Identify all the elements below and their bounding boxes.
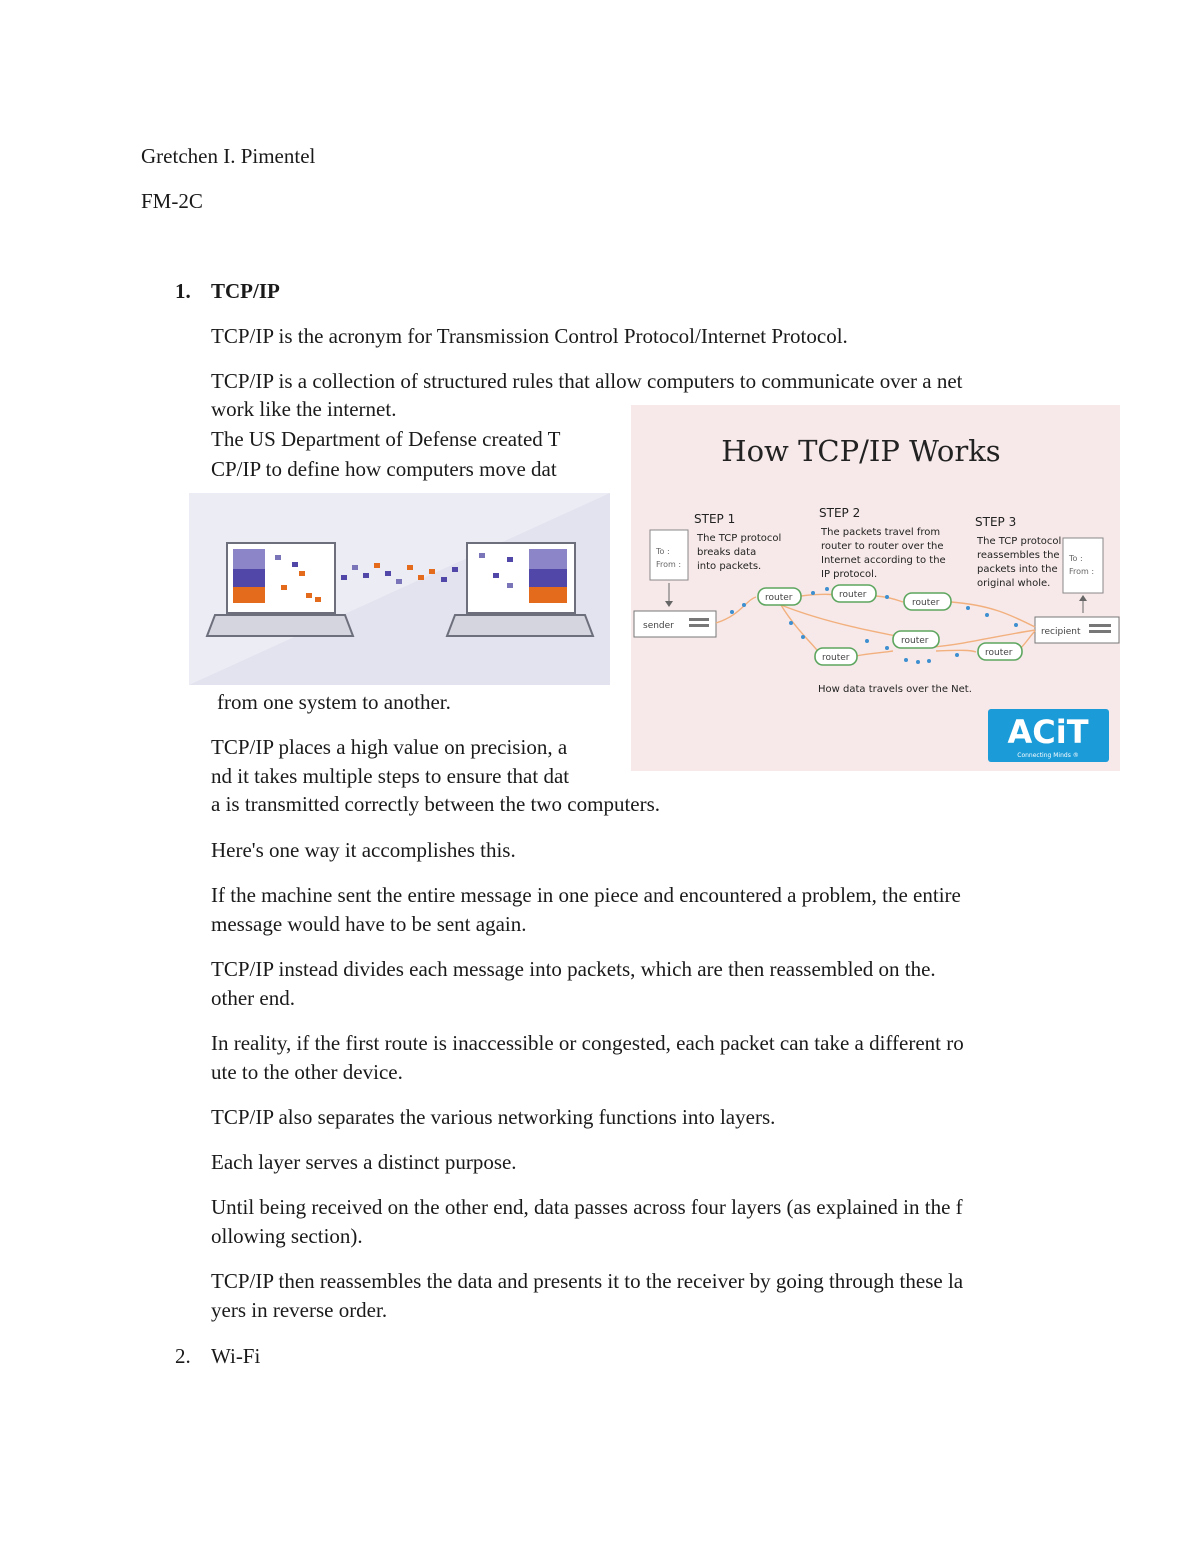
section-code: FM-2C — [141, 189, 203, 213]
paragraph-line: TCP/IP is a collection of structured rules that allow computers to communicate over a net — [211, 369, 963, 393]
paragraph-line: nd it takes multiple steps to ensure that dat — [211, 764, 570, 788]
step1-text: into packets. — [697, 561, 762, 572]
list-number: 1. — [175, 279, 191, 303]
step3-label: STEP 3 — [975, 515, 1017, 529]
paragraph-line: from one system to another. — [217, 690, 451, 714]
paragraph-line: TCP/IP then reassembles the data and presents it to the receiver by going through these la — [211, 1269, 964, 1293]
svg-text:From :: From : — [1069, 567, 1095, 576]
step1-text: breaks data — [697, 547, 757, 558]
svg-text:Connecting Minds ®: Connecting Minds ® — [1017, 752, 1079, 759]
paragraph-line: If the machine sent the entire message in one piece and encountered a problem, the entire — [211, 883, 961, 907]
step2-text: The packets travel from — [821, 527, 941, 538]
router-icon — [832, 585, 876, 602]
paragraph-line: TCP/IP places a high value on precision, a — [211, 735, 568, 759]
paragraph-line: CP/IP to define how computers move dat — [211, 457, 557, 481]
paragraph-line: Until being received on the other end, data passes across four layers (as explained in the f — [211, 1195, 963, 1219]
router-icon — [904, 593, 951, 610]
svg-text:From :: From : — [656, 560, 682, 569]
router-icon — [815, 648, 857, 665]
section-heading: TCP/IP — [211, 279, 280, 303]
how-tcpip-works-diagram — [631, 405, 1120, 771]
svg-text:To :: To : — [1069, 554, 1083, 563]
paragraph-line: TCP/IP also separates the various networking functions into layers. — [211, 1105, 776, 1129]
step3-text: original whole. — [977, 578, 1051, 589]
paragraph-line: Here's one way it accomplishes this. — [211, 838, 516, 862]
acit-logo — [988, 709, 1109, 762]
paragraph-line: Each layer serves a distinct purpose. — [211, 1150, 517, 1174]
right-laptop-icon — [447, 543, 593, 636]
svg-text:sender: sender — [643, 621, 674, 631]
svg-text:router: router — [765, 593, 793, 603]
step3-text: packets into the — [977, 564, 1058, 575]
svg-text:router: router — [901, 636, 929, 646]
paragraph-line: work like the internet. — [211, 397, 397, 421]
svg-text:router: router — [839, 590, 867, 600]
router-icon — [978, 643, 1022, 660]
paragraph-line: other end. — [211, 986, 295, 1010]
paragraph-line: The US Department of Defense created T — [211, 427, 561, 451]
step3-text: The TCP protocol — [977, 536, 1062, 547]
paragraph-line: yers in reverse order. — [211, 1298, 388, 1322]
step2-text: router to router over the — [821, 541, 944, 552]
step1-text: The TCP protocol — [697, 533, 782, 544]
step2-text: Internet according to the — [821, 555, 946, 566]
paragraph-line: ollowing section). — [211, 1224, 363, 1248]
paragraph-line: TCP/IP is the acronym for Transmission Control Protocol/Internet Protocol. — [211, 324, 848, 348]
router-icon — [758, 588, 801, 605]
svg-text:ACiT: ACiT — [1007, 713, 1089, 751]
router-icon — [893, 631, 939, 648]
paragraph-line: a is transmitted correctly between the two computers. — [211, 792, 661, 816]
step1-label: STEP 1 — [694, 512, 736, 526]
step2-text: IP protocol. — [821, 569, 878, 580]
svg-text:router: router — [912, 598, 940, 608]
author-name: Gretchen I. Pimentel — [141, 144, 316, 168]
paragraph-line: In reality, if the first route is inaccessible or congested, each packet can take a different ro — [211, 1031, 964, 1055]
diagram-title: How TCP/IP Works — [721, 434, 1001, 468]
step3-text: reassembles the — [977, 550, 1060, 561]
left-laptop-icon — [207, 543, 353, 636]
svg-text:To :: To : — [656, 547, 670, 556]
recipient-computer-icon — [1035, 617, 1119, 643]
packet-puzzle-illustration — [189, 493, 610, 685]
paragraph-line: ute to the other device. — [211, 1060, 403, 1084]
paragraph-line: TCP/IP instead divides each message into packets, which are then reassembled on the. — [211, 957, 936, 981]
svg-text:router: router — [985, 648, 1013, 658]
step2-label: STEP 2 — [819, 506, 861, 520]
diagram-caption: How data travels over the Net. — [818, 684, 972, 695]
svg-text:router: router — [822, 653, 850, 663]
section-heading: Wi-Fi — [211, 1344, 261, 1368]
list-number: 2. — [175, 1344, 191, 1368]
sender-computer-icon — [634, 611, 716, 637]
paragraph-line: message would have to be sent again. — [211, 912, 527, 936]
svg-text:recipient: recipient — [1041, 627, 1081, 637]
